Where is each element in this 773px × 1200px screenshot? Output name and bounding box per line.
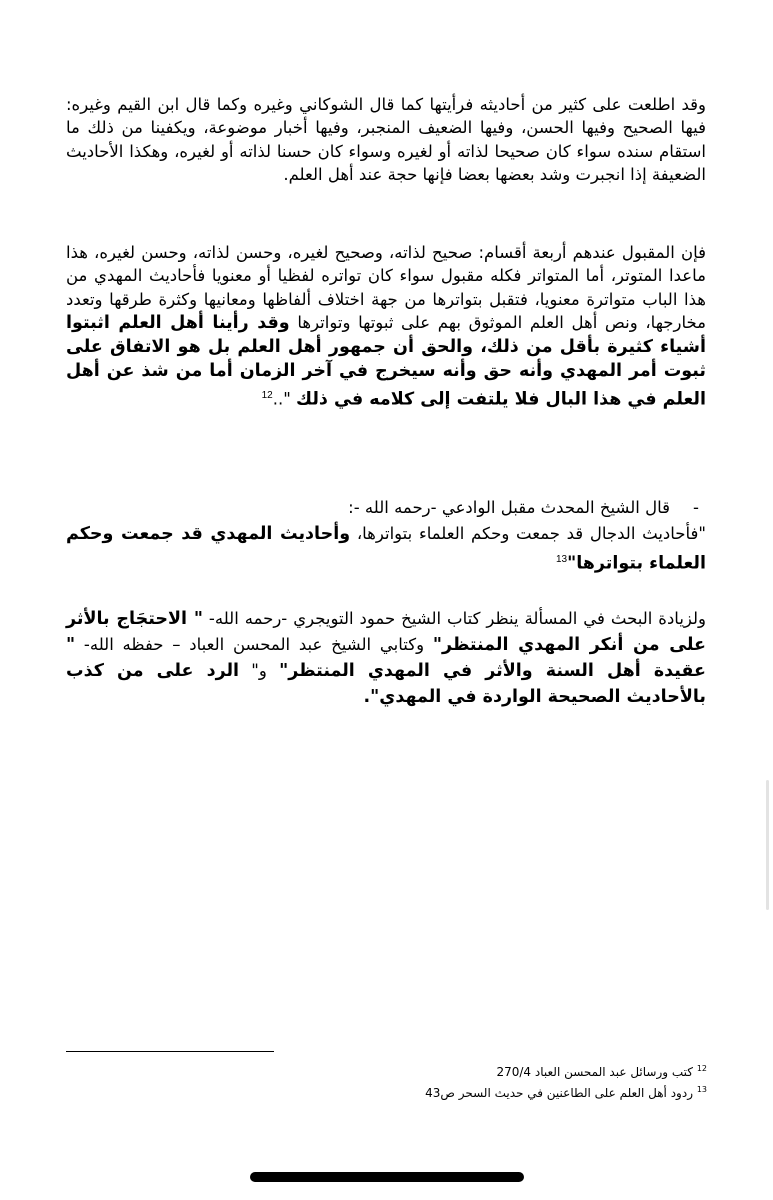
paragraph-2-text: فإن المقبول عندهم أربعة أقسام: صحيح لذاته، وصحيح لغيره، وحسن لذاته، وحسن لغيره، هذا ماعدا المتوتر، أما المتواتر فكله مقبول سواء كان تواتره لفظيا أو معنويا فأحاديث المهدي من هذا الباب متواترة معنويا، فتقبل بتواترها من جهة اختلاف ألفاظها ومعانيها وكثرة طرقها وتعدد مخارجها، ونص أهل العلم الموثوق بهم على ثبوتها وتواترها [66,243,706,332]
footnote-13 [425,1081,707,1102]
bullet-quote-normal: "فأحاديث الدجال قد جمعت وحكم العلماء بتواترها، [356,524,706,544]
paragraph-3-part-2: وكتابي الشيخ عبد المحسن العباد – حفظه الله- [83,635,425,654]
bullet-quote-wadii [66,496,706,577]
book-title-ihtijaj: " الاحتجَاج بالأثر على من أنكر المهدي المنتظر" [66,609,706,655]
paragraph-1 [66,93,706,186]
paragraph-3-part-3: و" [251,661,267,680]
bullet-heading: قال الشيخ المحدث مقبل الوادعي -رحمه الله -: [348,498,670,517]
paragraph-2-bold-text: وقد رأينا أهل العلم اثبتوا أشياء كثيرة بأقل من ذلك، والحق أن جمهور أهل العلم بل هو الاتفاق على ثبوت أمر المهدي وأنه حق وأنه سيخرج في آخر الزمان أما من شذ عن أهل العلم في هذا البال فلا يلتفت إلى كلامه في ذلك [66,312,706,410]
paragraph-2 [66,241,706,412]
paragraph-3 [66,606,706,710]
footnote-ref-12[interactable]: 12 [261,389,273,401]
footnote-ref-13[interactable]: 13 [555,554,568,566]
paragraph-2-ending: ".. [272,389,291,409]
bullet-dash: - [693,498,699,517]
home-indicator-bar[interactable] [250,1172,524,1182]
book-title-aqidah: " عقيدة أهل السنة والأثر في المهدي المنتظر" [66,635,706,681]
scrollbar[interactable] [766,780,769,910]
footnote-divider [66,1051,274,1052]
footnote-12-text: كتب ورسائل عبد المحسن العباد 270/4 [496,1065,693,1079]
footnote-13-text: ردود أهل العلم على الطاعنين في حديث السحر ص43 [425,1086,693,1100]
paragraph-3-part-1: ولزيادة البحث في المسألة ينظر كتاب الشيخ حمود التويجري -رحمه الله- [208,609,707,628]
footnote-12-number: 12 [696,1064,707,1073]
footnote-13-number: 13 [696,1085,707,1094]
footnotes [425,1060,707,1102]
bullet-quote [66,521,706,577]
bullet-quote-bold: وأحاديث المهدي قد جمعت وحكم العلماء بتواترها" [66,524,706,574]
footnote-12 [425,1060,707,1081]
paragraph-1-text: وقد اطلعت على كثير من أحاديثه فرأيتها كما قال الشوكاني وغيره وكما قال ابن القيم وغيره: فيها الصحيح وفيها الحسن، وفيها الضعيف المنجبر، وفيها أخبار موضوعة، ويكفينا من ذلك ما استقام سنده سواء كان صحيحا لذاته أو لغيره وسواء كان حسنا لذاته أو لغيره، وهكذا الأحاديث الضعيفة إذا انجبرت وشد بعضها بعضا فإنها حجة عند أهل العلم. [66,95,706,184]
book-title-radd: الرد على من كذب بالأحاديث الصحيحة الواردة في المهدي". [66,661,706,707]
